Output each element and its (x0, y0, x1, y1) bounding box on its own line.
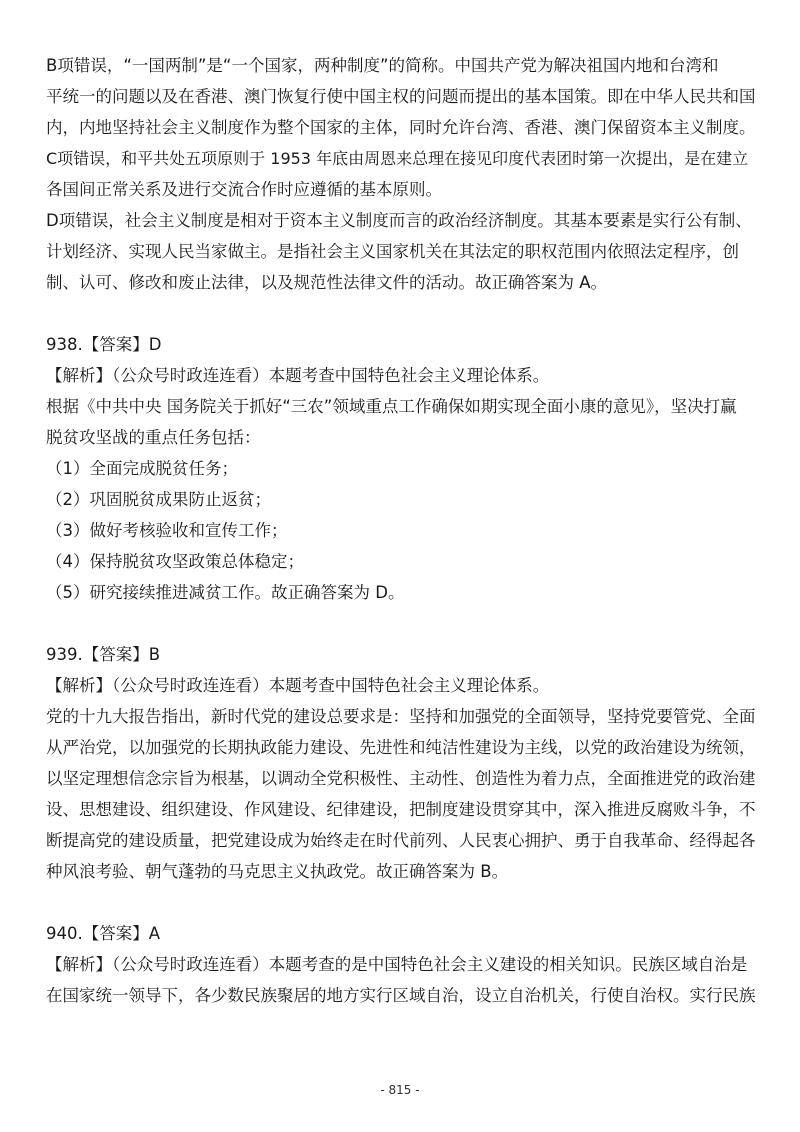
text-line: 断提高党的建设质量，把党建设成为始终走在时代前列、人民衷心拥护、勇于自我革命、经得起各 (46, 831, 756, 850)
text-line: 种风浪考验、朝气蓬勃的马克思主义执政党。故正确答案为 B。 (46, 862, 509, 881)
text-line: D项错误，社会主义制度是相对于资本主义制度而言的政治经济制度。其基本要素是实行公有制、 (46, 211, 752, 230)
text-line: 平统一的问题以及在香港、澳门恢复行使中国主权的问题而提出的基本国策。即在中华人民共和国 (46, 87, 756, 106)
answer-heading: 938.【答案】D (46, 335, 162, 354)
list-item: （5）研究接续推进减贫工作。故正确答案为 D。 (46, 583, 405, 602)
text-line: 从严治党，以加强党的长期执政能力建设、先进性和纯洁性建设为主线，以党的政治建设为统领， (46, 738, 756, 757)
text-line: 根据《中共中央 国务院关于抓好“三农”领域重点工作确保如期实现全面小康的意见》，坚决打赢 (46, 397, 737, 416)
text-line: 党的十九大报告指出，新时代党的建设总要求是：坚持和加强党的全面领导，坚持党要管党、全面 (46, 707, 756, 726)
question-938 (46, 329, 758, 608)
text-line: 各国间正常关系及进行交流合作时应遵循的基本原则。 (46, 180, 442, 199)
text-line: 脱贫攻坚战的重点任务包括： (46, 428, 261, 447)
text-line: 以坚定理想信念宗旨为根基，以调动全党积极性、主动性、创造性为着力点，全面推进党的政治建 (46, 769, 756, 788)
list-item: （2）巩固脱贫成果防止返贫； (46, 490, 271, 509)
question-940 (46, 918, 758, 1011)
analysis-line: 【解析】（公众号时政连连看）本题考查中国特色社会主义理论体系。 (46, 366, 550, 385)
analysis-line: 【解析】（公众号时政连连看）本题考查的是中国特色社会主义建设的相关知识。民族区域自治是 (46, 955, 748, 974)
text-line: B项错误，“一国两制”是“一个国家，两种制度”的简称。中国共产党为解决祖国内地和台湾和 (46, 56, 719, 75)
page-number: - 815 - (380, 1083, 420, 1097)
document-page (46, 50, 758, 1011)
answer-heading: 939.【答案】B (46, 645, 161, 664)
question-939 (46, 639, 758, 887)
answer-heading: 940.【答案】A (46, 924, 161, 943)
analysis-line: 【解析】（公众号时政连连看）本题考查中国特色社会主义理论体系。 (46, 676, 550, 695)
text-line: C项错误，和平共处五项原则于 1953 年底由周恩来总理在接见印度代表团时第一次提出，是在建立 (46, 149, 749, 168)
text-line: 计划经济、实现人民当家做主。是指社会主义国家机关在其法定的职权范围内依照法定程序，创 (46, 242, 739, 261)
list-item: （1）全面完成脱贫任务； (46, 459, 238, 478)
text-line: 制、认可、修改和废止法律，以及规范性法律文件的活动。故正确答案为 A。 (46, 273, 608, 292)
list-item: （3）做好考核验收和宣传工作； (46, 521, 288, 540)
text-line: 在国家统一领导下，各少数民族聚居的地方实行区域自治，设立自治机关，行使自治权。实行民族 (46, 986, 756, 1005)
text-line: 设、思想建设、组织建设、作风建设、纪律建设，把制度建设贯穿其中，深入推进反腐败斗争，不 (46, 800, 756, 819)
paragraph-block-b (46, 50, 758, 298)
list-item: （4）保持脱贫攻坚政策总体稳定； (46, 552, 304, 571)
text-line: 内，内地坚持社会主义制度作为整个国家的主体，同时允许台湾、香港、澳门保留资本主义制度。 (46, 118, 756, 137)
